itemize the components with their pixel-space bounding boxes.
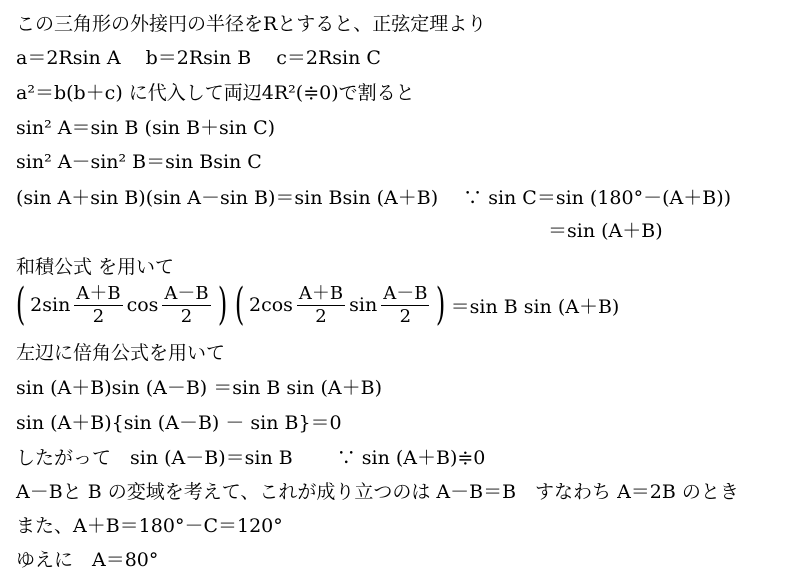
close-paren-2: ) (436, 279, 446, 330)
fraction-3-numerator: A＋B (298, 282, 344, 304)
fraction-1-denominator: 2 (92, 305, 105, 327)
formula-rhs: ＝sin B sin (A＋B) (450, 295, 620, 318)
fraction-2-denominator: 2 (180, 305, 193, 327)
text-line-8: 和積公式 を用いて (16, 256, 175, 278)
text-line-7: ＝sin (A＋B) (548, 220, 663, 242)
text-line-11: sin (A＋B)sin (A－B) ＝sin B sin (A＋B) (16, 377, 382, 399)
text-line-12: sin (A＋B){sin (A－B) － sin B}＝0 (16, 412, 342, 434)
text-line-10: 左辺に倍角公式を用いて (16, 342, 226, 364)
text-line-2: a＝2Rsin A b＝2Rsin B c＝2Rsin C (16, 47, 381, 69)
sum-to-product-formula (12, 279, 620, 331)
text-line-4: sin² A＝sin B (sin B＋sin C) (16, 117, 276, 139)
fraction-2 (162, 283, 210, 328)
text-line-16: ゆえに A＝80° (16, 549, 159, 571)
text-line-1: この三角形の外接円の半径をRとすると、正弦定理より (16, 13, 487, 35)
text-line-13: したがって sin (A－B)＝sin B ∵ sin (A＋B)≑0 (16, 447, 486, 469)
fraction-4 (381, 283, 429, 328)
text-line-3: a²＝b(b＋c) に代入して両辺4R²(≑0)で割ると (16, 82, 415, 104)
text-line-5: sin² A－sin² B＝sin Bsin C (16, 151, 262, 173)
fraction-4-denominator: 2 (399, 305, 412, 327)
text-line-6: (sin A＋sin B)(sin A－sin B)＝sin Bsin (A＋B) ∵ sin C＝sin (180°－(A＋B)) (16, 187, 732, 209)
fraction-1 (74, 283, 122, 328)
open-paren-1: ( (15, 279, 26, 330)
text-line-15: また、A＋B＝180°－C＝120° (16, 515, 283, 537)
formula-prefix-1: 2sin (30, 294, 71, 316)
fraction-1-numerator: A＋B (76, 282, 121, 304)
fraction-4-numerator: A－B (383, 282, 428, 304)
fraction-2-numerator: A－B (164, 282, 209, 304)
fraction-3-denominator: 2 (315, 305, 327, 327)
fraction-3 (297, 283, 345, 328)
formula-mid-1: cos (126, 294, 159, 316)
formula-mid-2: sin (349, 294, 378, 316)
close-paren-1: ) (217, 279, 227, 330)
open-paren-2: ( (234, 279, 245, 330)
text-line-14: A－Bと B の変域を考えて、これが成り立つのは A－B＝B すなわち A＝2B のとき (16, 481, 739, 503)
formula-prefix-2: 2cos (248, 294, 293, 316)
